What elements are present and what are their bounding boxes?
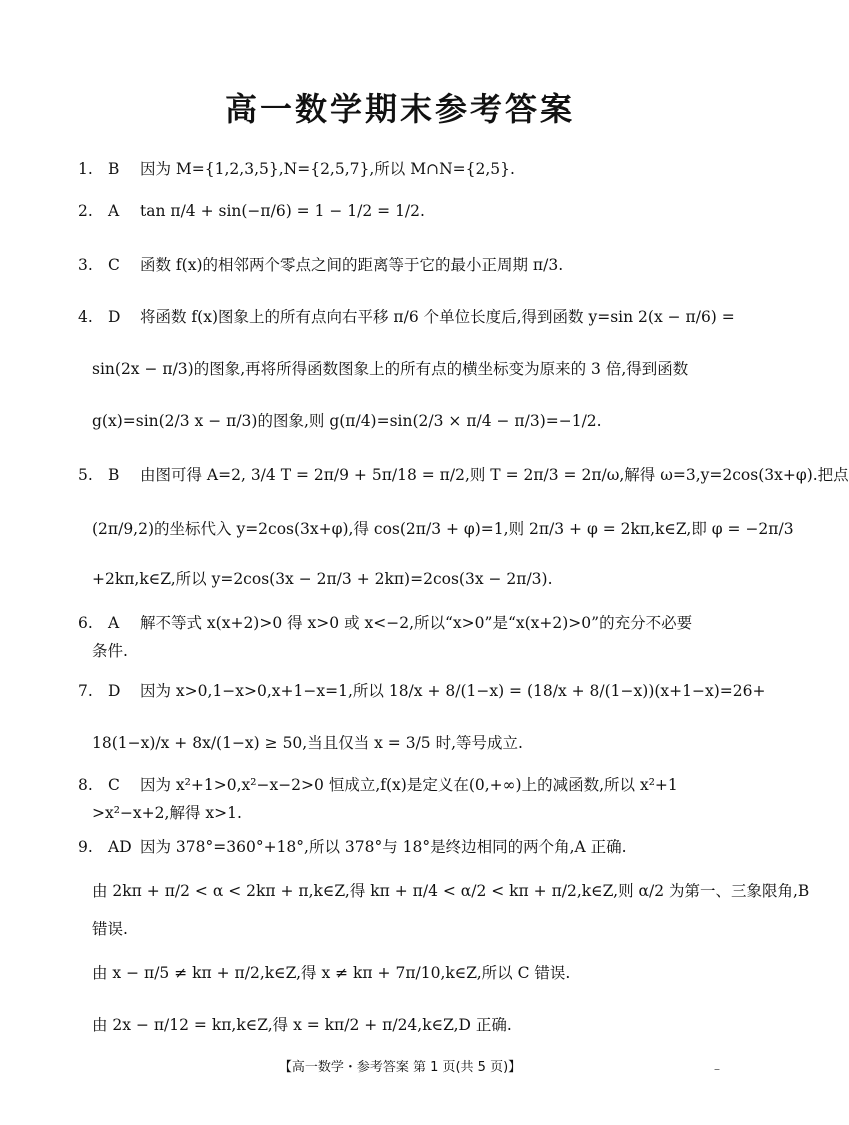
answer-line-4 xyxy=(78,306,735,328)
page-title: 高一数学期末参考答案 xyxy=(224,90,575,128)
answer-line-5 xyxy=(78,464,849,486)
question-number: 2. xyxy=(78,202,93,220)
question-number: 3. xyxy=(78,256,93,274)
explanation-text: +2kπ,k∈Z,所以 y=2cos(3x − 2π/3 + 2kπ)=2cos(3x − 2π/3). xyxy=(92,570,553,588)
continuation-line xyxy=(92,802,742,824)
explanation-text: >x²−x+2,解得 x>1. xyxy=(92,804,242,822)
continuation-line xyxy=(92,732,742,754)
question-number: 1. xyxy=(78,160,93,178)
explanation-text: 由 x − π/5 ≠ kπ + π/2,k∈Z,得 x ≠ kπ + 7π/10,k∈Z,所以 C 错误. xyxy=(92,964,571,982)
answer-choice: AD xyxy=(108,838,132,856)
question-number: 6. xyxy=(78,614,93,632)
continuation-line xyxy=(92,518,794,540)
question-number: 5. xyxy=(78,466,93,484)
explanation-text: 条件. xyxy=(92,642,128,660)
explanation-text: 将函数 f(x)图象上的所有点向右平移 π/6 个单位长度后,得到函数 y=sin 2(x − π/6) = xyxy=(140,308,735,326)
answer-choice: C xyxy=(108,256,120,274)
answer-choice: D xyxy=(108,308,121,326)
explanation-text: 因为 x>0,1−x>0,x+1−x=1,所以 18/x + 8/(1−x) = (18/x + 8/(1−x))(x+1−x)=26+ xyxy=(140,682,766,700)
continuation-line xyxy=(92,1014,742,1036)
explanation-text: 18(1−x)/x + 8x/(1−x) ≥ 50,当且仅当 x = 3/5 时,等号成立. xyxy=(92,734,523,752)
continuation-line xyxy=(92,410,742,432)
answer-choice: A xyxy=(108,202,120,220)
explanation-text: 错误. xyxy=(92,920,128,938)
answer-line-3 xyxy=(78,254,728,276)
continuation-line xyxy=(92,568,742,590)
answer-line-7 xyxy=(78,680,766,702)
continuation-line xyxy=(92,962,742,984)
explanation-text: 由 2kπ + π/2 < α < 2kπ + π,k∈Z,得 kπ + π/4 < α/2 < kπ + π/2,k∈Z,则 α/2 为第一、三象限角,B xyxy=(92,882,810,900)
answer-choice: D xyxy=(108,682,121,700)
answer-line-1 xyxy=(78,158,728,180)
question-number: 9. xyxy=(78,838,93,856)
answer-line-9 xyxy=(78,836,728,858)
answer-line-2 xyxy=(78,200,728,222)
answer-line-8 xyxy=(78,774,728,796)
explanation-text: g(x)=sin(2/3 x − π/3)的图象,则 g(π/4)=sin(2/3 × π/4 − π/3)=−1/2. xyxy=(92,412,602,430)
continuation-line xyxy=(92,640,742,662)
continuation-line xyxy=(92,918,742,940)
answer-line-6 xyxy=(78,612,728,634)
explanation-text: 由 2x − π/12 = kπ,k∈Z,得 x = kπ/2 + π/24,k∈Z,D 正确. xyxy=(92,1016,512,1034)
explanation-text: (2π/9,2)的坐标代入 y=2cos(3x+φ),得 cos(2π/3 + φ)=1,则 2π/3 + φ = 2kπ,k∈Z,即 φ = −2π/3 xyxy=(92,520,794,538)
answer-choice: B xyxy=(108,160,120,178)
explanation-text: tan π/4 + sin(−π/6) = 1 − 1/2 = 1/2. xyxy=(140,202,425,220)
answer-choice: C xyxy=(108,776,120,794)
explanation-text: sin(2x − π/3)的图象,再将所得函数图象上的所有点的横坐标变为原来的 3 倍,得到函数 xyxy=(92,360,689,378)
continuation-line xyxy=(92,358,742,380)
answer-choice: B xyxy=(108,466,120,484)
question-number: 4. xyxy=(78,308,93,326)
explanation-text: 因为 378°=360°+18°,所以 378°与 18°是终边相同的两个角,A 正确. xyxy=(140,838,627,856)
explanation-text: 由图可得 A=2, 3/4 T = 2π/9 + 5π/18 = π/2,则 T = 2π/3 = 2π/ω,解得 ω=3,y=2cos(3x+φ).把点 xyxy=(140,466,849,484)
question-number: 7. xyxy=(78,682,93,700)
page-footer: 【高一数学・参考答案 第 1 页(共 5 页)】 xyxy=(278,1060,522,1075)
continuation-line xyxy=(92,880,810,902)
corner-mark: – xyxy=(714,1062,720,1076)
explanation-text: 因为 M={1,2,3,5},N={2,5,7},所以 M∩N={2,5}. xyxy=(140,160,515,178)
explanation-text: 函数 f(x)的相邻两个零点之间的距离等于它的最小正周期 π/3. xyxy=(140,256,564,274)
explanation-text: 因为 x²+1>0,x²−x−2>0 恒成立,f(x)是定义在(0,+∞)上的减函数,所以 x²+1 xyxy=(140,776,678,794)
answer-choice: A xyxy=(108,614,120,632)
question-number: 8. xyxy=(78,776,93,794)
explanation-text: 解不等式 x(x+2)>0 得 x>0 或 x<−2,所以“x>0”是“x(x+2)>0”的充分不必要 xyxy=(140,614,693,632)
